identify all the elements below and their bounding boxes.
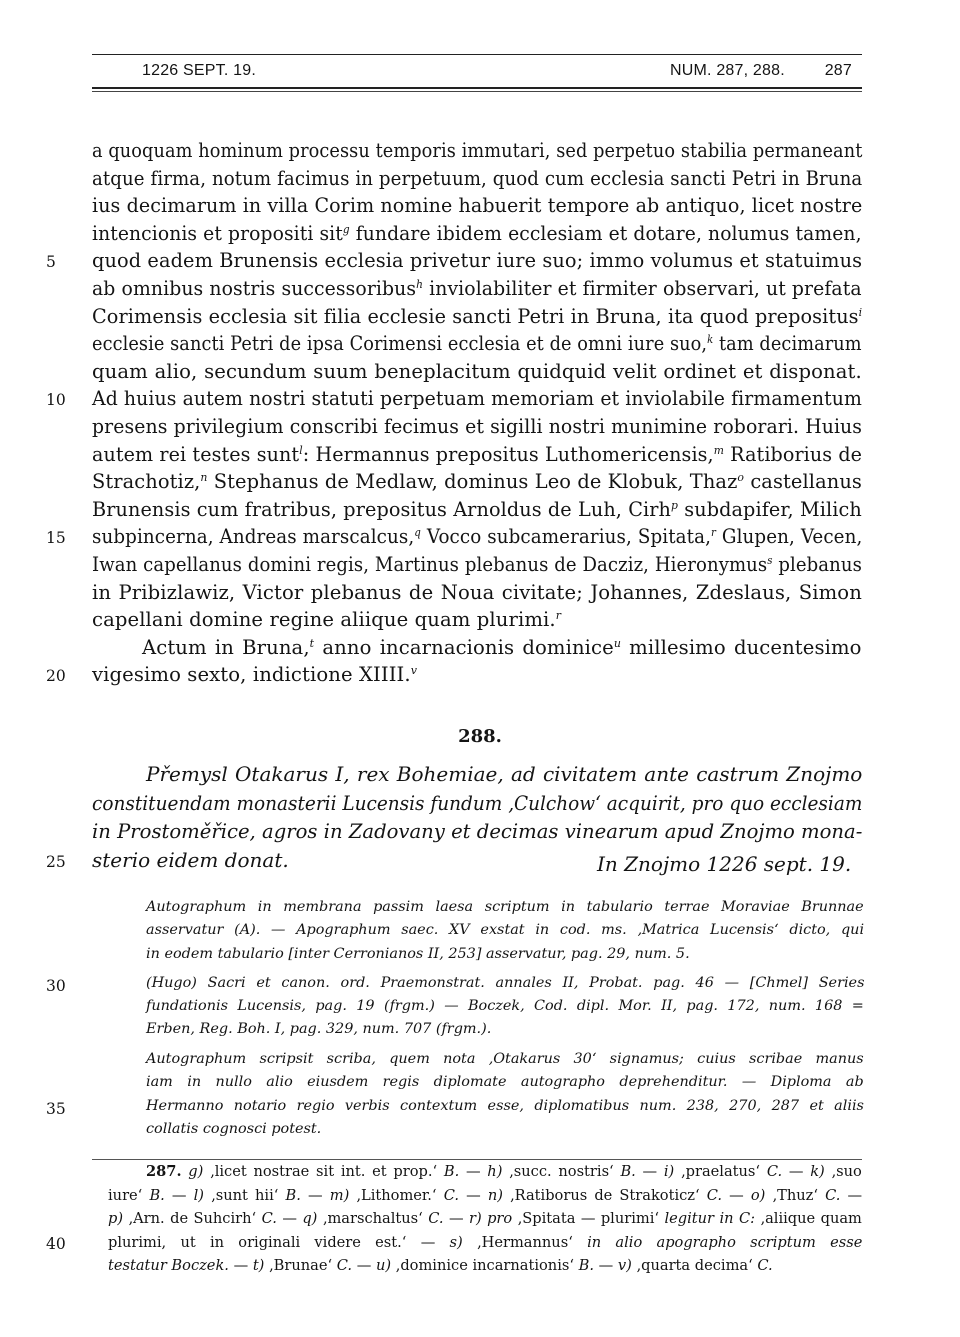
line-number: 20 (46, 667, 66, 686)
source-note-line: in eodem tabulario [inter Cerronianos II, 253] asservatur, pag. 29, num. 5. (146, 946, 690, 962)
body-line: intencionis et propositi sit$^g$ fundare ibidem ecclesiam et dotare, nolumus tamen, (92, 221, 862, 245)
header-top-rule (92, 54, 862, 55)
body-line: ab omnibus nostris successoribus$^h$ inviolabiliter et firmiter observari, ut prefata (92, 277, 862, 300)
body-line: quam alio, secundum suum beneplacitum quidquid velit ordinet et disponat. (92, 359, 862, 383)
source-note-line: fundationis Lucensis, pag. 19 (frgm.) — Boczek, Cod. dipl. Mor. II, pag. 172, num. 168 = (146, 998, 864, 1014)
document-number: 288. (458, 726, 502, 747)
header-document-numbers: NUM. 287, 288. (670, 62, 785, 79)
source-note-line: iam in nullo alio eiusdem regis diplomate autographo deprehenditur. — Diploma ab (146, 1074, 864, 1090)
line-number: 40 (46, 1234, 66, 1253)
body-line: Ad huius autem nostri statuti perpetuam memoriam et inviolabile firmamentum (92, 387, 862, 411)
line-number: 15 (46, 529, 66, 548)
source-note-line: Autographum in membrana passim laesa scriptum in tabulario terrae Moraviae Brunnae (146, 899, 864, 915)
body-line: Corimensis ecclesia sit filia ecclesie sancti Petri in Bruna, ita quod prepositus$^i$ (92, 304, 863, 328)
body-line: Actum in Bruna,$^t$ anno incarnacionis dominice$^u$ millesimo ducentesimo (142, 635, 862, 659)
body-line: quod eadem Brunensis ecclesia privetur iure suo; immo volumus et statuimus (92, 249, 863, 273)
source-note-line: Autographum scripsit scriba, quem nota ‚Otakarus 30‘ signamus; cuius scribae manus (146, 1051, 864, 1067)
body-line: in Pribizlawiz, Victor plebanus de Noua civitate; Johannes, Zdeslaus, Simon (92, 580, 862, 604)
footnote-line: testatur Boczek. — t) ‚Brunae‘ C. — u) ‚dominice incarnationis‘ B. — v) ‚quarta decima‘ C. (108, 1257, 773, 1274)
line-number: 10 (46, 391, 66, 410)
line-number: 30 (46, 977, 66, 995)
regest-line: constituendam monasterii Lucensis fundum ‚Culchow‘ acquirit, pro quo ecclesiam (92, 790, 863, 815)
body-line: vigesimo sexto, indictione XIIII.$^v$ (92, 663, 418, 687)
line-number: 25 (46, 852, 66, 871)
body-line: Strachotiz,$^n$ Stephanus de Medlaw, dominus Leo de Klobuk, Thaz$^o$ castellanus (92, 470, 862, 494)
header-bottom-rule (92, 87, 862, 89)
regest-line: in Prostoměřice, agros in Zadovany et decimas vinearum apud Znojmo mona- (92, 819, 863, 843)
body-line: ius decimarum in villa Corim nomine habuerit tempore ab antiquo, licet nostre (92, 194, 863, 218)
body-line: ecclesie sancti Petri de ipsa Corimensi ecclesia et de omni iure suo,$^k$ tam decimarum (92, 332, 862, 356)
body-line: capellani domine regine aliique quam plurimi.$^r$ (92, 608, 562, 632)
source-note-line: asservatur (A). — Apographum saec. XV exstat in cod. ms. ‚Matrica Lucensis‘ dicto, qui (146, 922, 865, 938)
footnote-line: plurimi, ut in originali videre est.‘ — s) ‚Hermannus‘ in alio apographo scriptum esse (108, 1233, 863, 1251)
line-number: 35 (46, 1100, 66, 1118)
footnote-line: iure‘ B. — l) ‚sunt hii‘ B. — m) ‚Lithomer.‘ C. — n) ‚Ratiborus de Strakoticz‘ C. — o) ‚Thuz‘ C. — (108, 1186, 863, 1204)
regest-line: Přemysl Otakarus I, rex Bohemiae, ad civitatem ante castrum Znojmo (146, 762, 863, 786)
date-place: In Znojmo 1226 sept. 19. (597, 852, 852, 876)
source-note-line: collatis cognosci potest. (146, 1121, 322, 1137)
line-number: 5 (46, 253, 56, 272)
body-line: subpincerna, Andreas marscalcus,$^q$ Vocco subcamerarius, Spitata,$^r$ Glupen, Vecen, (92, 525, 863, 549)
footnote-line: 287. g) ‚licet nostrae sit int. et prop.‘ B. — h) ‚succ. nostris‘ B. — i) ‚praelatus‘ C. — k) ‚suo (146, 1163, 862, 1180)
footnote-line: p) ‚Arn. de Suhcirh‘ C. — q) ‚marschaltus‘ C. — r) pro ‚Spitata — plurimi‘ legitur in C: ‚aliique quam (108, 1210, 862, 1227)
page-number: 287 (824, 62, 852, 79)
source-note-line: (Hugo) Sacri et canon. ord. Praemonstrat. annales II, Probat. pag. 46 — [Chmel] Series (146, 975, 865, 991)
running-header (92, 48, 862, 100)
header-date: 1226 SEPT. 19. (142, 62, 256, 79)
body-line: Brunensis cum fratribus, prepositus Arnoldus de Luh, Cirh$^p$ subdapifer, Milich (92, 497, 862, 521)
body-line: atque firma, notum facimus in perpetuum, quod cum ecclesia sancti Petri in Bruna (92, 166, 863, 190)
footnote-rule (92, 1159, 862, 1160)
body-line: presens privilegium conscribi fecimus et sigilli nostri munimine roborari. Huius (92, 415, 863, 438)
body-line: a quoquam hominum processu temporis immutari, sed perpetuo stabilia permaneant (92, 139, 863, 162)
header-bottom-rule-thin (92, 91, 862, 92)
body-line: Iwan capellanus domini regis, Martinus plebanus de Dacziz, Hieronymus$^s$ plebanus (92, 553, 862, 576)
source-note-line: Hermanno notario regio verbis contextum esse, diplomatibus num. 238, 270, 287 et aliis (146, 1098, 864, 1114)
regest-line: sterio eidem donat. (92, 847, 289, 872)
source-note-line: Erben, Reg. Boh. I, pag. 329, num. 707 (frgm.). (146, 1021, 492, 1037)
body-line: autem rei testes sunt$^l$: Hermannus prepositus Luthomericensis,$^m$ Ratiborius de (92, 442, 863, 466)
